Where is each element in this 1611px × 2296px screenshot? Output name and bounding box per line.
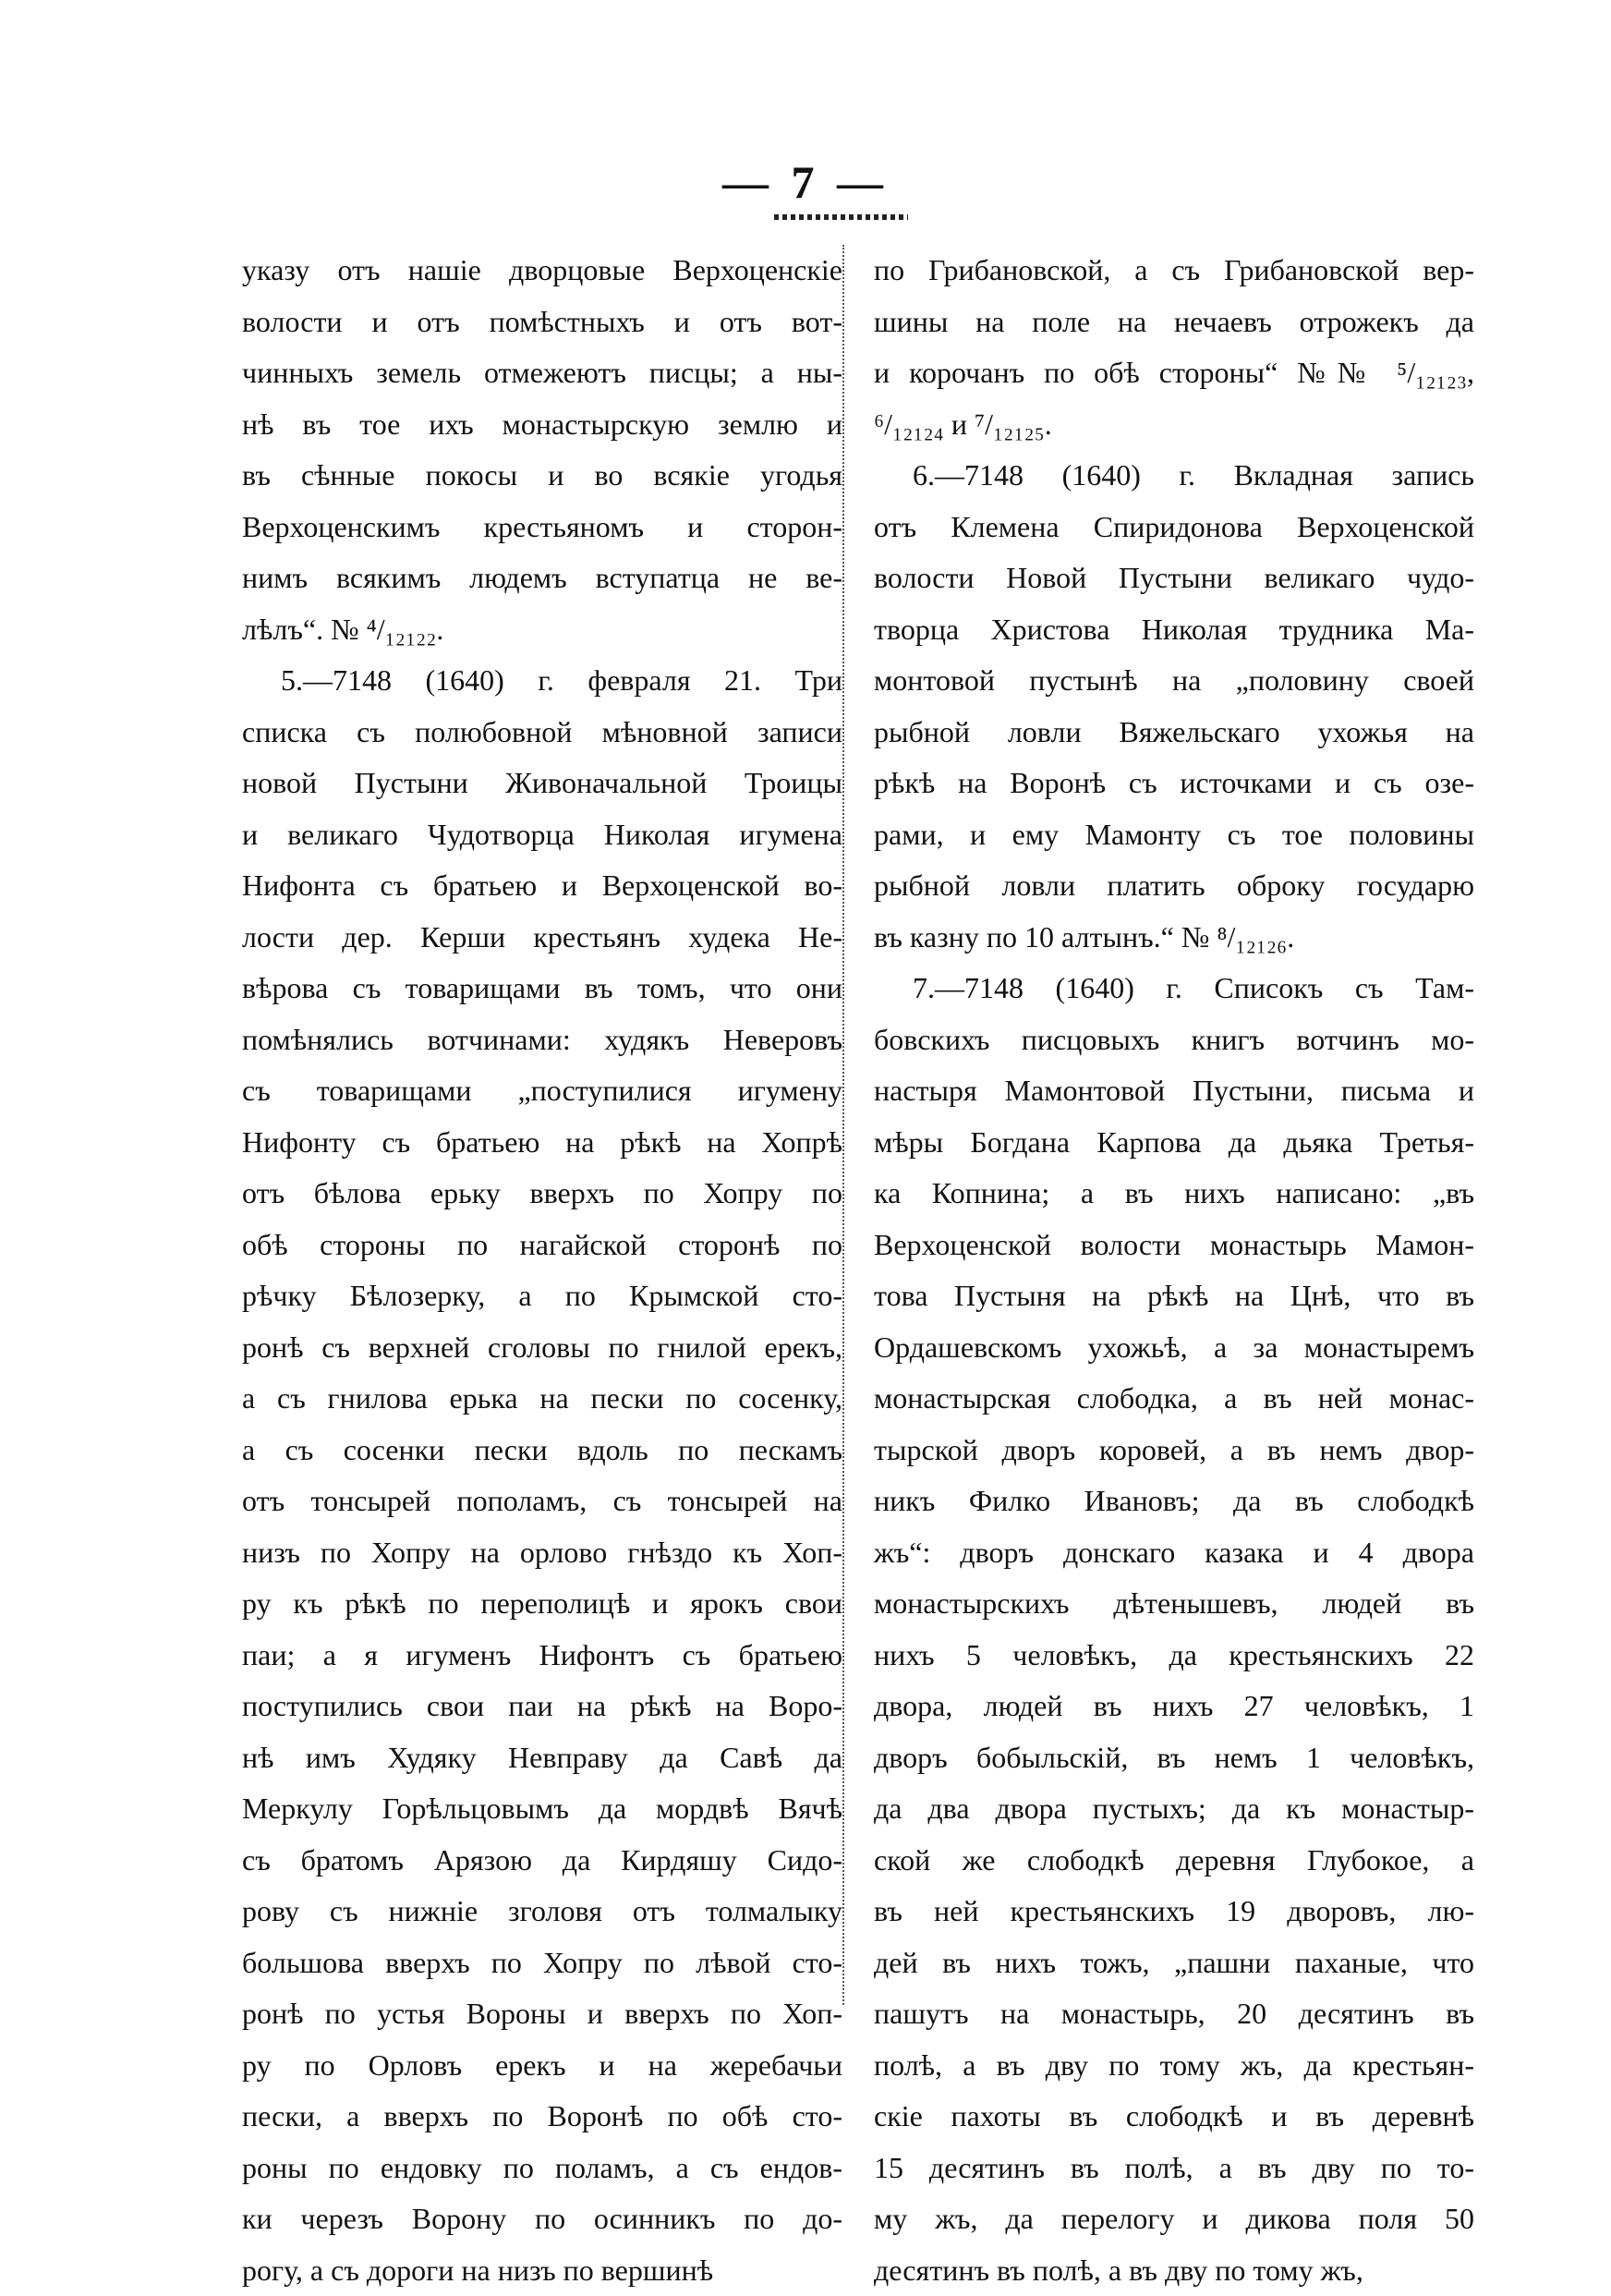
text-line: ру по Орловъ ерекъ и на жеребачьи	[242, 2040, 842, 2092]
text-line: 7.—7148 (1640) г. Списокъ съ Там-	[874, 963, 1474, 1014]
text-line: Нифонту съ братьею на рѣкѣ на Хопрѣ	[242, 1117, 842, 1169]
text-line: нѣ имъ Худяку Невправу да Савѣ да	[242, 1732, 842, 1784]
text-line: ронѣ съ верхней сголовы по гнилой ерекъ,	[242, 1322, 842, 1374]
text-line: отъ Клемена Спиридонова Верхоценской	[874, 502, 1474, 553]
text-line: роны по ендовку по поламъ, а съ ендов-	[242, 2143, 842, 2194]
text-line: рогу, а съ дороги на низъ по вершинѣ	[242, 2245, 842, 2296]
text-line: указу отъ нашіе дворцовые Верхоценскіе	[242, 245, 842, 297]
text-line: въ сѣнные покосы и во всякіе угодья	[242, 450, 842, 502]
text-line: большова вверхъ по Хопру по лѣвой сто-	[242, 1938, 842, 1989]
text-line: рами, и ему Мамонту съ тое половины	[874, 809, 1474, 861]
text-line: нихъ 5 человѣкъ, да крестьянскихъ 22	[874, 1630, 1474, 1682]
text-line: вѣрова съ товарищами въ томъ, что они	[242, 963, 842, 1014]
text-line: лѣлъ“. № ⁴/₁₂₁₂₂.	[242, 604, 842, 656]
text-line: отъ бѣлова ерьку вверхъ по Хопру по	[242, 1168, 842, 1220]
text-line: Верхоценскимъ крестьяномъ и сторон-	[242, 502, 842, 553]
text-line: волости Новой Пустыни великаго чудо-	[874, 553, 1474, 604]
text-line: и великаго Чудотворца Николая игумена	[242, 809, 842, 861]
text-line: новой Пустыни Живоначальной Троицы	[242, 758, 842, 809]
text-line: пашутъ на монастырь, 20 десятинъ въ	[874, 1988, 1474, 2040]
text-line: а съ сосенки пески вдоль по пескамъ	[242, 1425, 842, 1476]
text-line: пески, а вверхъ по Воронѣ по обѣ сто-	[242, 2091, 842, 2143]
text-line: въ казну по 10 алтынъ.“ № ⁸/₁₂₁₂₆.	[874, 912, 1474, 964]
text-line: бовскихъ писцовыхъ книгъ вотчинъ мо-	[874, 1014, 1474, 1066]
text-line: лости дер. Керши крестьянъ худека Не-	[242, 912, 842, 964]
text-line: Верхоценской волости монастырь Мамон-	[874, 1220, 1474, 1271]
text-line: ру къ рѣкѣ по переполицѣ и ярокъ свои	[242, 1578, 842, 1630]
text-line: мѣры Богдана Карпова да дьяка Третья-	[874, 1117, 1474, 1169]
text-line: 6.—7148 (1640) г. Вкладная запись	[874, 450, 1474, 502]
right-column	[874, 245, 1474, 2296]
text-line: ронѣ по устья Вороны и вверхъ по Хоп-	[242, 1988, 842, 2040]
text-line: ки черезъ Ворону по осинникъ по до-	[242, 2193, 842, 2245]
text-line: нѣ въ тое ихъ монастырскую землю и	[242, 399, 842, 451]
text-line: монастырскихъ дѣтенышевъ, людей въ	[874, 1578, 1474, 1630]
text-line: Ордашевскомъ ухожьѣ, а за монастыремъ	[874, 1322, 1474, 1374]
left-column	[242, 245, 842, 2296]
text-line: отъ тонсырей пополамъ, съ тонсырей на	[242, 1476, 842, 1527]
text-line: съ товарищами „поступилися игумену	[242, 1065, 842, 1117]
text-line: му жъ, да перелогу и дикова поля 50	[874, 2193, 1474, 2245]
text-line: Меркулу Горѣльцовымъ да мордвѣ Вячѣ	[242, 1783, 842, 1835]
text-line: рыбной ловли платить оброку государю	[874, 860, 1474, 912]
text-line: тырской дворъ коровей, а въ немъ двор-	[874, 1425, 1474, 1476]
text-line: списка съ полюбовной мѣновной записи	[242, 707, 842, 759]
text-line: рыбной ловли Вяжельскаго ухожья на	[874, 707, 1474, 759]
text-line: ской же слободкѣ деревня Глубокое, а	[874, 1835, 1474, 1887]
text-line: двора, людей въ нихъ 27 человѣкъ, 1	[874, 1681, 1474, 1732]
column-divider	[842, 245, 850, 2005]
text-line: да два двора пустыхъ; да къ монастыр-	[874, 1783, 1474, 1835]
text-line: въ ней крестьянскихъ 19 дворовъ, лю-	[874, 1886, 1474, 1938]
text-line: дей въ нихъ тожъ, „пашни паханые, что	[874, 1938, 1474, 1989]
text-line: творца Христова Николая трудника Ма-	[874, 604, 1474, 656]
text-line: дворъ бобыльскій, въ немъ 1 человѣкъ,	[874, 1732, 1474, 1784]
header-ornament-rule	[774, 214, 908, 220]
text-line: шины на поле на нечаевъ отрожекъ да	[874, 297, 1474, 348]
text-line: настыря Мамонтовой Пустыни, письма и	[874, 1065, 1474, 1117]
text-line: десятинъ въ полѣ, а въ дву по тому жъ,	[874, 2245, 1474, 2296]
text-line: монтовой пустынѣ на „половину своей	[874, 655, 1474, 707]
text-line: Нифонта съ братьею и Верхоценской во-	[242, 860, 842, 912]
text-line: това Пустыня на рѣкѣ на Цнѣ, что въ	[874, 1270, 1474, 1322]
text-line: жъ“: дворъ донскаго казака и 4 двора	[874, 1527, 1474, 1579]
text-line: монастырская слободка, а въ ней монас-	[874, 1373, 1474, 1425]
text-line: 15 десятинъ въ полѣ, а въ дву по то-	[874, 2143, 1474, 2194]
text-line: обѣ стороны по нагайской сторонѣ по	[242, 1220, 842, 1271]
text-line: а съ гнилова ерька на пески по сосенку,	[242, 1373, 842, 1425]
text-line: никъ Филко Ивановъ; да въ слободкѣ	[874, 1476, 1474, 1527]
text-line: волости и отъ помѣстныхъ и отъ вот-	[242, 297, 842, 348]
text-line: по Грибановской, а съ Грибановской вер-	[874, 245, 1474, 297]
text-line: скіе пахоты въ слободкѣ и въ деревнѣ	[874, 2091, 1474, 2143]
text-line: нимъ всякимъ людемъ вступатца не ве-	[242, 553, 842, 604]
text-line: паи; а я игуменъ Нифонтъ съ братьею	[242, 1630, 842, 1682]
text-line: и корочанъ по обѣ стороны“ №№ ⁵/₁₂₁₂₃,	[874, 347, 1474, 399]
text-line: полѣ, а въ дву по тому жъ, да крестьян-	[874, 2040, 1474, 2092]
text-line: низъ по Хопру на орлово гнѣздо къ Хоп-	[242, 1527, 842, 1579]
text-line: 5.—7148 (1640) г. февраля 21. Три	[242, 655, 842, 707]
page-number: — 7 —	[0, 155, 1611, 209]
text-line: рѣчку Бѣлозерку, а по Крымской сто-	[242, 1270, 842, 1322]
text-line: ка Копнина; а въ нихъ написано: „въ	[874, 1168, 1474, 1220]
text-line: съ братомъ Арязою да Кирдяшу Сидо-	[242, 1835, 842, 1887]
text-line: помѣнялись вотчинами: худякъ Неверовъ	[242, 1014, 842, 1066]
text-line: рову съ нижніе зголовя отъ толмалыку	[242, 1886, 842, 1938]
text-line: рѣкѣ на Воронѣ съ источками и съ озе-	[874, 758, 1474, 809]
text-line: чинныхъ земель отмежеютъ писцы; а ны-	[242, 347, 842, 399]
text-line: ⁶/₁₂₁₂₄ и ⁷/₁₂₁₂₅.	[874, 399, 1474, 451]
text-line: поступились свои паи на рѣкѣ на Воро-	[242, 1681, 842, 1732]
